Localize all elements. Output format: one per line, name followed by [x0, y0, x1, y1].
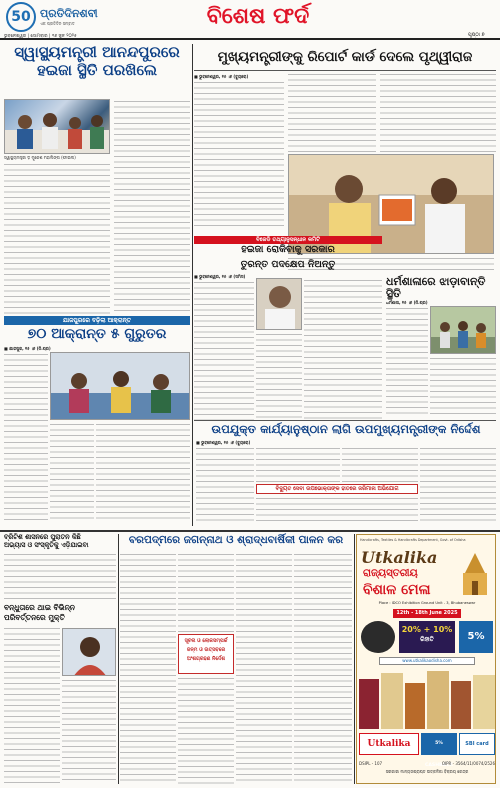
dharma-photo-art — [431, 307, 496, 354]
jajpur-photo-art — [51, 353, 190, 420]
bottom-left-headline-1: ବ୍ରିଟିଶ ଶାସନରେ ପୁରାତନ କିଛି — [4, 533, 81, 541]
dateline: ଭୁବନେଶ୍ୱର | ସୋମବାର | ୧୬ ଜୁନ ୨୦୨୫ — [4, 34, 77, 39]
cm-dateline: ■ ଭୁବନେଶ୍ୱର, ୧୫ ।୬ (ବ୍ୟୁରୋ) — [194, 74, 249, 79]
bottom-left-headline-4: ପରିବର୍ତ୍ତନରେ ମୁକ୍ତି — [4, 613, 65, 622]
health-headline-line2: ହଇଜା ସ୍ଥିତି ପରଖିଲେ — [36, 60, 158, 79]
column-rule-1 — [192, 44, 193, 526]
cm-rule — [194, 70, 496, 71]
jajpur-kicker: ଯାଜପୁରରେ ବଢ଼ିଲା ଆକ୍ରାନ୍ତ — [4, 316, 190, 325]
bottom-left-body-3 — [62, 678, 116, 784]
ad-sculpture-row — [359, 669, 495, 729]
jajpur-body-col2 — [50, 422, 94, 522]
page-number: ପୃଷ୍ଠା ୭ — [468, 32, 485, 38]
fold-rule — [0, 530, 500, 532]
barapada-body-col3 — [178, 676, 234, 784]
ad-offer: 20% + 10% — [401, 625, 453, 634]
barapada-body-col5 — [294, 552, 352, 784]
ad-brand-logo: Utkalika — [359, 733, 419, 755]
masthead — [0, 0, 500, 40]
dharma-dateline: ଧର୍ମଶାଳା, ୧୫ ।୬ (ନି.ପ୍ର) — [386, 300, 428, 305]
bjd-headline-line2: ତୁରନ୍ତ ପଦକ୍ଷେପ ନିଅନ୍ତୁ — [240, 259, 336, 270]
ad-title-1: ରାଜ୍ୟସ୍ତରୀୟ — [363, 568, 418, 579]
ad-sponsor: Handicrafts, Textiles & Handicrafts Department, Govt. of Odisha — [360, 538, 466, 542]
cm-body-col2 — [288, 72, 376, 152]
health-caption: ସ୍ୱାସ୍ଥ୍ୟମନ୍ତ୍ରୀ ଡ଼ ମୁକେଶ ମହାଲିଙ୍ଗ (ଫାଇଲ) — [4, 155, 76, 160]
barapada-inset-box — [178, 634, 234, 674]
health-photo-art — [5, 100, 110, 154]
deputy-dateline: ■ ଭୁବନେଶ୍ୱର, ୧୫ ।୬ (ବ୍ୟୁରୋ) — [196, 440, 251, 445]
bottom-left-headline-3: ବନ୍ଧୁତାରେ ଥାଇ ବିଭିନ୍ନ — [4, 603, 75, 612]
paper-logo-text: ପ୍ରତିଦିନଶବୀ — [40, 7, 98, 20]
ad-brand: Utkalika — [361, 548, 438, 567]
barapada-headline: ବରପଦ୍ମରେ ଜଗନ୍ନାଥ ଓ ଶ୍ରାଦ୍ଧବାର୍ଷିକୀ ପାଳନ କର — [128, 534, 344, 546]
barapada-inset-line1: ସୂଚନା ଓ ଲୋକସମ୍ପର୍କ — [184, 638, 228, 644]
dharma-photo — [430, 306, 496, 354]
section-title: ବିଶେଷ ଫର୍ଦ — [206, 3, 310, 29]
column-rule-2 — [118, 534, 119, 784]
bjd-body-col2 — [304, 278, 382, 420]
ad-footer-odia: ସରକାରୀ ମାନ୍ୟତାପ୍ରାପ୍ତ ଉତ୍କଳିକା ବିକ୍ରୟ କେନ୍ଦ୍ର — [385, 769, 469, 774]
ad-cashback: 5% CASHBACK — [421, 733, 457, 755]
bjd-portrait-art — [257, 279, 302, 330]
dharma-body-col2 — [430, 356, 496, 418]
paper-tagline: ଏକ ପ୍ରତିଦିନ ସମ୍ବାଦ — [40, 21, 75, 26]
deputy-body-under-box — [256, 496, 418, 524]
cm-body-col3 — [380, 72, 496, 152]
jajpur-body-col3 — [96, 422, 190, 522]
cm-body-col1 — [194, 80, 284, 230]
bjd-dateline: ■ ଭୁବନେଶ୍ୱର, ୧୫ ।୬ (ସମିସ) — [194, 274, 246, 279]
bottom-left-body-1 — [4, 552, 116, 602]
deputy-headline: ଉପଯୁକ୍ତ କାର୍ଯ୍ୟାନୁଷ୍ଠାନ ଲାଗି ଉପମୁଖ୍ୟମନ୍ତ୍ରୀଙ୍କ ନିର୍ଦ୍ଦେଶ — [211, 422, 481, 436]
barapada-inset-line2: ଜନ୍ମ ଓ ଉତ୍ସବରେ — [186, 647, 226, 653]
ad-dipr-left: DSIPL - 107 — [359, 761, 383, 766]
ad-dipr-right: OIPR - 3564/11/0074/2526 — [441, 761, 495, 766]
column-rule-3 — [354, 534, 355, 784]
barapada-body-col1 — [120, 552, 176, 784]
utkalika-advertisement — [356, 534, 496, 784]
health-body-right — [114, 99, 190, 314]
bottom-left-portrait — [62, 628, 116, 676]
health-photo — [4, 99, 110, 154]
anniversary-logo: 50 — [6, 2, 36, 32]
ad-offer-note: ରିହାତି — [420, 636, 434, 643]
cm-headline-box — [194, 45, 496, 69]
ad-offer-box — [399, 621, 455, 653]
bottom-left-portrait-art — [63, 629, 116, 676]
ad-product-icon-1 — [361, 621, 395, 653]
ad-extra-offer: 5% — [459, 621, 493, 653]
health-headline — [4, 45, 190, 99]
cm-headline: ମୁଖ୍ୟମନ୍ତ୍ରୀଙ୍କୁ ରିପୋର୍ଟ କାର୍ଡ ଦେଲେ ପୃଥ୍ୱୀରାଜ — [217, 49, 473, 65]
deputy-body-col1 — [196, 446, 254, 524]
bottom-left-body-2 — [4, 626, 60, 784]
bjd-body-col3 — [256, 332, 302, 420]
barapada-body-col2 — [178, 552, 234, 632]
dharma-body-col1 — [386, 306, 428, 418]
ad-venue: Place : IDCO Exhibition Ground Unit - 3, Bhubaneswar — [378, 601, 476, 605]
ad-title-2: ବିଶାଳ ମେଳା — [363, 582, 431, 598]
bottom-left-headline-2: ଅଭ୍ୟାସ ଓ ସଂସ୍କୃତିକୁ ଏଡ଼ିଯାଇବା — [4, 541, 89, 549]
dharma-headline: ଧର୍ମଶାଳାରେ ଝାଡ଼ାବାନ୍ତି ସ୍ଥିତି — [386, 275, 486, 300]
deputy-body-col3 — [342, 446, 418, 482]
barapada-body-col4 — [236, 552, 292, 784]
deputy-subhead-box: ବିଦ୍ୟୁତ ସେବା ଉପଭୋକ୍ତାଙ୍କ ହାତରେ ଜରିମାନା ଅଭିଯୋଗ — [256, 484, 418, 494]
deputy-body-col2 — [256, 446, 340, 482]
deputy-rule — [194, 420, 496, 421]
bjd-headline-line1: ହଇଜା ରୋକିବାକୁ ସରକାର — [241, 244, 335, 255]
ad-dates: 12th - 18th June 2025 — [393, 609, 461, 618]
ad-url[interactable]: www.utkalikaodisha.com — [379, 657, 475, 665]
jajpur-dateline: ■ ଯାଜପୁର, ୧୫ ।୬ (ନି.ପ୍ର) — [4, 346, 51, 351]
bjd-portrait — [256, 278, 302, 330]
ad-temple-icon — [457, 551, 493, 597]
bjd-kicker: ବିଜେଡି ତଥ୍ୟାନୁସନ୍ଧାନ କମିଟି — [194, 236, 382, 244]
barapada-inset-line3: ଅଂଶଗ୍ରହଣ ନିର୍ଦ୍ଦେଶ — [187, 656, 225, 662]
jajpur-headline: ୭୦ ଆକ୍ରାନ୍ତ ୫ ଗୁରୁତର — [27, 326, 167, 342]
health-body-left — [4, 162, 110, 314]
bjd-body-col1 — [194, 280, 254, 420]
ad-card-logo: SBI card — [459, 733, 495, 755]
health-headline-line1: ସ୍ୱାସ୍ଥ୍ୟମନ୍ତ୍ରୀ ଆନନ୍ଦପୁରରେ — [14, 43, 180, 61]
jajpur-photo — [50, 352, 190, 420]
deputy-body-col4 — [420, 446, 496, 524]
jajpur-body-col1 — [4, 352, 48, 522]
